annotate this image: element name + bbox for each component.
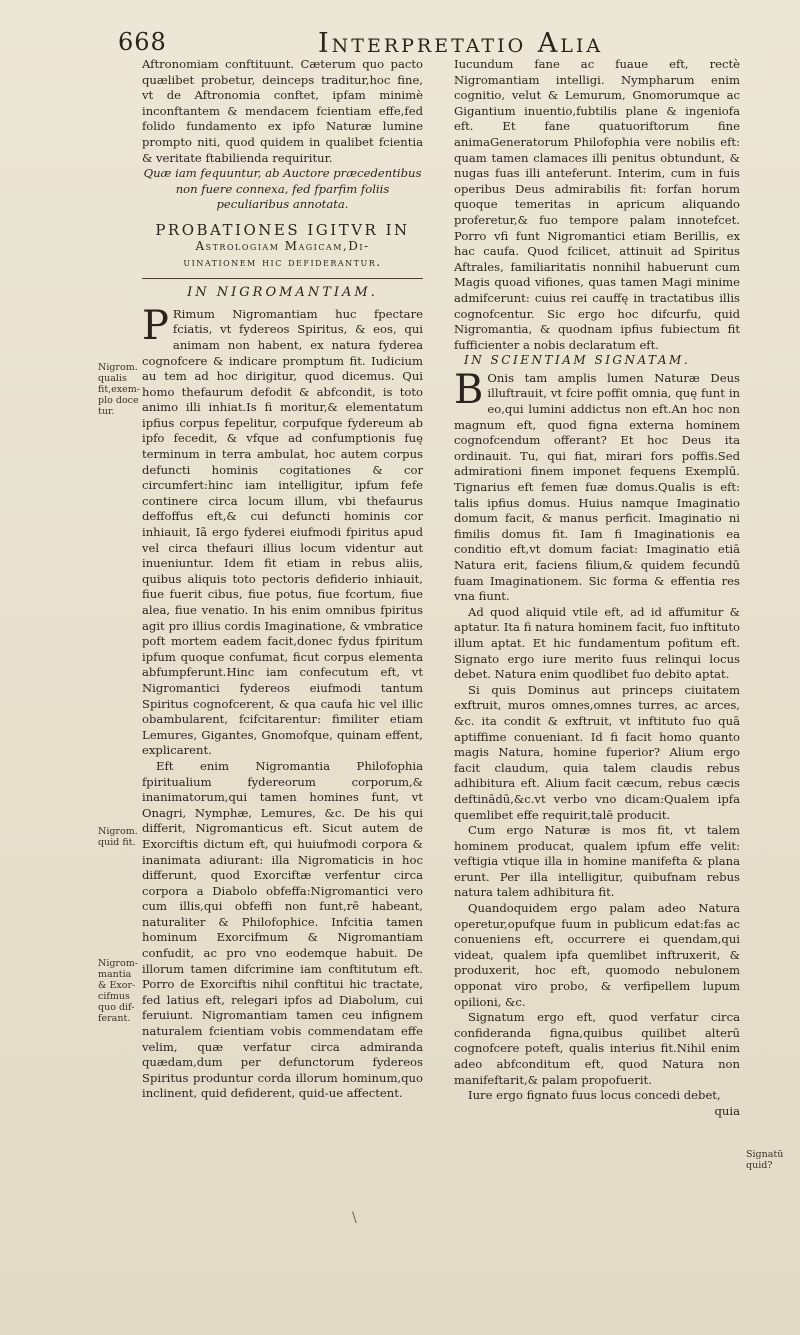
section-title-signatam: IN SCIENTIAM SIGNATAM. [464,353,691,368]
signature-mark: \ [352,1210,357,1226]
section-rule [142,278,423,279]
dropcap: B [454,366,484,413]
paragraph-right-1: Iucundum fane ac fuaue eft, rectè Nigromantiam intelligi. Nympharum enim cognitio, velut & Lemurum, Gnomorumque ac Gigantium inuentio,fubtilis plane & ingeniofa eft. Et fane quatuoriftorum fine animaGeneratorum Philofophia vere nobilis eft: quam tamen clamaces illi penitus obtundunt, & nugas fuas illi anteferunt. Interim, cum in fuis operibus Deus admirabilis fit: forfan horum quoque temeritas in apricum aliquando proferetur,& fuo tempore palam innotefcet. Porro vfi funt Nigromantici etiam Berillis, ex hac caufa. Quod fcilicet, attinuit ad Spiritus Aftrales, familiaritatis nonnihil habuerunt cum Magis quoad vifiones, quas tamen Magi minime admifcerunt: cuius rei cauffę in tractatibus illis cognofcentur. Sic ergo hoc difcurfu, quid Nigromantia, & quodnam ipfius fubiectum fit fufficienter a nobis declaratum eft. [454,57,740,352]
paragraph-signatam-1 [454,366,740,605]
paragraph-text: Rimum Nigromantiam huc fpectare fciatis, vt fydereos Spiritus, & eos, qui animam non habent, ex natura fyderea cognofcere & indicare promptum fit. Iudicium au tem ad hoc dirigitur, quod dicemus. Qui homo thefaurum defodit & abfcondit, is toto animo illi inhiat.Is fi moritur,& elementatum ipfius corpus fepelitur, corpufque fydereum ab ipfo fecedit, & vfque ad confumptionis fuę terminum in terra ambulat, hoc autem corpus defuncti hominis cogitationes & cor circumfert:hinc iam intelligitur, ipfum fefe continere circa locum illum, vbi thefaurus deffoffus eft,& cui defuncti hominis cor inhiauit, Iã ergo fyderei eiufmodi fpiritus apud vel circa thefauri illius locum videntur aut inueniuntur. Idem fit etiam in rebus aliis, quibus aliquis toto pectoris defiderio inhiauit, fiue fuerit cibus, fiue potus, fiue fcortum, fiue alea, fiue venatio. In his enim omnibus fpiritus agit pro illius cordis Imaginatione, & vmbratice poft mortem eadem facit,donec fydus fpiritum ipfum quoque confumat, ficut corpus elementa abfumpferunt.Hinc iam confecutum eft, vt Nigromantici fydereos eiufmodi tantum Spiritus cognofcerent, & qua caufa hic vel illic obambularent, fcifcitarentur: fimiliter etiam Lemures, Gigantes, Gnomofque, quinam effent, explicarent. [142,306,423,758]
paragraph-signatam-5: Quandoquidem ergo palam adeo Natura operetur,opufque fuum in publicum edat:fas ac conueniens eft, occurrere ei quendam,qui videat, qualem ipfa quemlibet inftruxerit, & produxerit, hoc eft, quomodo nebulonem opponat viro probo, & verfipellem lupum opilioni, &c. [454,901,740,1009]
caps-subheading-2: uinationem hic defiderantur. [183,254,382,269]
paragraph-signatam-2: Ad quod aliquid vtile eft, ad id affumitur & aptatur. Ita fi natura hominem facit, fuo inftituto illum aptat. Et hic fundamentum pofitum eft. Signato ergo iure merito fuus relinqui locus debet. Natura enim quodlibet fuo debito aptat. [454,604,740,682]
paragraph-signatam-6: Signatum ergo eft, quod verfatur circa confideranda figna,quibus quilibet alterū cognofcere poteft, qualis interius fit.Nihil enim adeo abfconditum eft, quod Natura non manifeftarit,& palam propofuerit. [454,1010,740,1087]
right-column [454,57,740,1119]
running-title: Interpretatio Alia [318,28,604,59]
italic-note: Quæ iam fequuntur, ab Auctore præcedentibus non fuere connexa, fed fparfim foliis peculiaribus annotata. [143,166,422,212]
left-column [142,57,423,1102]
catchword: quia [714,1103,740,1118]
margin-note-right: Signatū quid? [746,1149,784,1171]
margin-note-1: Nigrom. qualis fit,exem-plo doce tur. [98,362,140,417]
paragraph-signatam-3: Si quis Dominus aut princeps ciuitatem exftruit, muros omnes,omnes turres, ac arces, &c. ita condit & exftruit, vt inftituto fuo quā aptiffime conueniant. Id fi facit homo quanto magis Natura, homine fuperior? Alium ergo facit claudum, quia talem claudis rebus adhibitura eft. Alium facit cæcum, rebus cæcis deftinādū,&c.vt verbo vno dicam:Qualem ipfa quemlibet effe requirit,talē producit. [454,682,740,822]
caps-subheading: Astrologiam Magicam,Di- [195,238,370,253]
paragraph-nigromantia-1 [142,302,423,759]
paragraph-signatam-7: Iure ergo fignato fuus locus concedi debet, [468,1088,721,1103]
margin-note-2: Nigrom. quid fit. [98,826,138,848]
margin-note-3: Nigrom-mantia & Exor-cifmus quo dif-ferant. [98,958,138,1024]
paragraph-signatam-4: Cum ergo Naturæ is mos fit, vt talem hominem producat, qualem ipfum effe velit: veftigia vtique illa in homine manifefta & plana erunt. Per illa intelligitur, quibufnam rebus natura talem adhibitura fit. [454,823,740,900]
dropcap: P [142,302,169,349]
section-title-nigromantiam: IN NIGROMANTIAM. [187,285,378,301]
paragraph-nigromantia-2: Eft enim Nigromantia Philofophia fpiritualium fydereorum corporum,& inanimatorum,qui tamen homines funt, vt Onagri, Nymphæ, Lemures, &c. De his qui differit, Nigromanticus eft. Sicut autem de Exorciftis dictum eft, qui huiufmodi corpora & inanimata adiurant: illa Nigromaticis in hoc differunt, quod Exorciftæ verfentur circa corpora a Diabolo obfeffa:Nigromantici vero cum illis,qui obfeffi non funt,rē habeant, naturaliter & Philofophice. Infcitia tamen hominum Exorcifmum & Nigromantiam confudit, ac pro vno eodemque habuit. De illorum tamen difcrimine iam conftitutum eft. Porro de Exorciftis nihil conftitui hic tractate, fed latius eft, relegari ipfos ad Diabolum, cui feruiunt. Nigromantiam tamen ceu infignem naturalem fcientiam vobis commendatam effe velim, quæ verfatur circa admiranda quædam,dum per defunctorum fydereos Spiritus produntur corda illorum hominum,quo inclinent, quid defiderent, quid-ue affectent. [142,758,423,1101]
paragraph-text: Onis tam amplis lumen Naturæ Deus illuftrauit, vt fcire poffit omnia, quę funt in eo,qui lumini addictus non eft.An hoc non magnum eft, quod figna externa hominem cognofcendum offerant? Et hoc Deus ita ordinauit. Tu, qui fiat, mirari fors poffis.Sed admirationi finem imponet fequens Exemplū. Tignarius eft femen fuæ domus.Qualis is eft: talis ipfius domus. Huius namque Imaginatio domum facit, & manus perficit. Imaginatio ni fimilis domus fit. Iam fi Imaginationis ea conditio eft,vt domum faciat: Imaginatio etiā Natura erit, faciens filium,& quidem fecundū fuam Imaginationem. Sic forma & effentia res vna fiunt. [454,370,740,604]
caps-heading: PROBATIONES IGITVR IN [155,220,410,239]
intro-paragraph: Aftronomiam conftituunt. Cæterum quo pacto quælibet probetur, deinceps traditur,hoc fine, vt de Aftronomia conftet, ipfam minimè inconftantem & mendacem fcientiam effe,fed folido fundamento ex ipfo Naturæ lumine prompto niti, quod quidem in qualibet fcientia & veritate ftabilienda requiritur. [142,57,423,165]
page-number: 668 [118,28,167,56]
